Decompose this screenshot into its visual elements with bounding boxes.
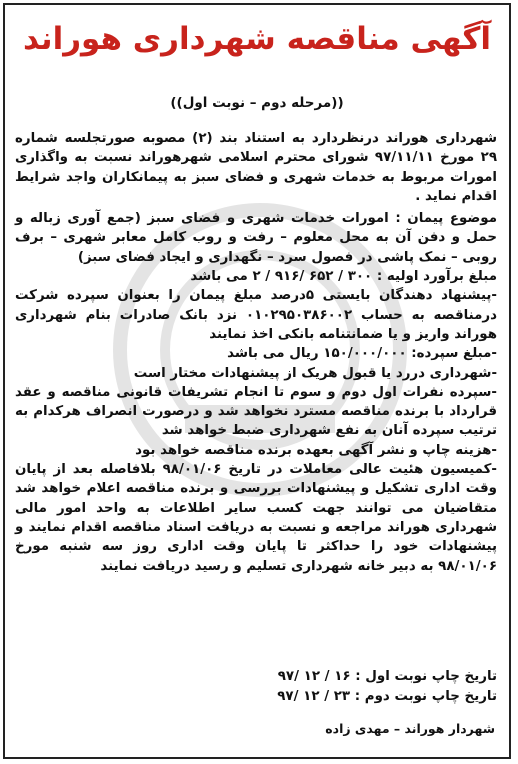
intro-paragraph: شهرداری هوراند درنظردارد به استناد بند (۲) مصوبه صورتجلسه شماره ۲۹ مورخ ۹۷/۱۱/۱۱ شورای محترم اسلامی شهرهوراند نسبت به واگذاری امورات مربوط به خدمات شهری و فضای سبز به پیمانکاران واجد شرایط اقدام نماید . xyxy=(15,131,498,204)
estimate-line: مبلغ برآورد اولیه : ۳۰۰ / ۶۵۲ /۹۱۶ / ۲ می باشد xyxy=(190,269,497,285)
mayor-signature: شهردار هوراند – مهدی زاده xyxy=(325,721,495,736)
notice-subtitle: ((مرحله دوم – نوبت اول)) xyxy=(170,95,344,111)
deposit-amount-line: -مبلغ سپرده: ۱۵۰/۰۰۰/۰۰۰ ریال می باشد xyxy=(227,346,497,362)
rights-line: -شهرداری دررد یا قبول هریک از پیشنهادات مختار است xyxy=(133,365,497,381)
forfeit-paragraph: -سپرده نفرات اول دوم و سوم تا انجام تشریفات قانونی مناقصه و عقد قرارداد با برنده مناقصه مسترد نخواهد شد و درصورت انصراف هرکدام به ترتیب سپرده آنان به نفع شهرداری ضبط خواهد شد xyxy=(15,384,497,439)
print-date-second: تاریخ چاپ نوبت دوم : ۲۳ / ۱۲ /۹۷ xyxy=(277,688,497,704)
deposit-terms-paragraph: -پیشنهاد دهندگان بایستی ۵درصد مبلغ پیمان را بعنوان سپرده شرکت درمناقصه به حساب ۰۱۰۲۹۵۰۳۸۶۰۰۲ نزد بانک صادرات بنام شهرداری هوراند واریز و یا ضمانتنامه بانکی اخذ نمایند xyxy=(15,288,498,342)
commission-paragraph: -کمیسیون هئیت عالی معاملات در تاریخ ۹۸/۰۱/۰۶ بلافاصله بعد از پایان وقت اداری تشکیل و پیشنهادات بررسی و برنده مناقصه اعلام خواهد شد متقاضیان می توانند جهت کسب سایر اطلاعات به واحد امور مالی شهرداری هوراند مراجعه و نسبت به دریافت اسناد مناقصه اقدام نمایند و پیشنهادات خود را حداکثر تا پایان وقت اداری روز سه شنبه مورخ ۹۸/۰۱/۰۶ به دبیر خانه شهرداری تسلیم و رسید دریافت نمایند xyxy=(15,462,497,574)
subject-paragraph: موضوع پیمان : امورات خدمات شهری و فضای سبز (جمع آوری زباله و حمل و دفن آن به محل معلوم – رفت و روب کامل معابر شهری – برف روبی – نمک پاشی در فصول سرد – نگهداری و ایجاد فضای سبز) xyxy=(15,211,497,265)
print-date-first: تاریخ چاپ نوبت اول : ۱۶ / ۱۲ /۹۷ xyxy=(277,669,497,684)
notice-frame xyxy=(3,3,511,759)
print-dates xyxy=(277,667,497,706)
notice-title: آگهی مناقصه شهرداری هوراند xyxy=(23,21,491,57)
ad-cost-line: -هزینه چاپ و نشر آگهی بعهده برنده مناقصه خواهد بود xyxy=(135,442,497,458)
notice-body xyxy=(15,129,497,576)
